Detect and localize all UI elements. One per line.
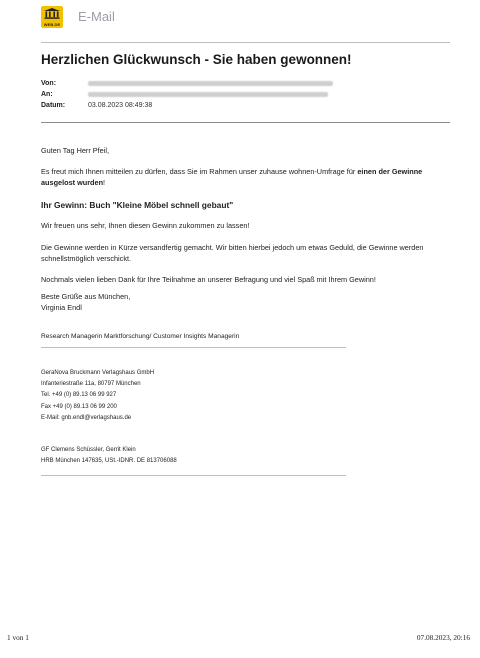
- signature-divider: [41, 347, 346, 348]
- web-de-logo: [41, 6, 63, 28]
- from-row: [41, 78, 333, 89]
- meta-divider: [41, 122, 450, 123]
- date-label: Datum:: [41, 102, 66, 109]
- company-fax: Fax +49 (0) 89.13 06 99 200: [41, 403, 117, 410]
- company-registration: [41, 445, 177, 467]
- signature-role: Research Managerin Marktforschung/ Customer Insights Managerin: [41, 332, 240, 340]
- company-address: [41, 368, 154, 424]
- from-label: Von:: [41, 80, 57, 87]
- header-divider: [41, 42, 450, 43]
- logo-label: WEB.DE: [43, 22, 61, 27]
- paragraph-joy: Wir freuen uns sehr, Ihnen diesen Gewinn zukommen zu lassen!: [41, 221, 250, 231]
- brand-title: E-Mail: [78, 9, 115, 24]
- company-managers: GF Clemens Schüssler, Gerrit Klein: [41, 447, 136, 453]
- company-email: E-Mail: gnb.endl@verlagshaus.de: [41, 414, 132, 421]
- print-timestamp: 07.08.2023, 20:16: [416, 633, 470, 642]
- page-count: 1 von 1: [7, 633, 29, 642]
- company-name: GeraNova Bruckmann Verlagshaus GmbH: [41, 370, 155, 376]
- greeting: Guten Tag Herr Pfeil,: [41, 146, 110, 156]
- footer-divider: [41, 475, 346, 476]
- company-tel: Tel. +49 (0) 89.13 06 99 927: [41, 392, 117, 399]
- email-meta: [41, 78, 333, 111]
- email-subject: Herzlichen Glückwunsch - Sie haben gewonnen!: [41, 52, 352, 67]
- company-street: Infanteriestraße 11a, 80797 München: [41, 381, 141, 388]
- signature-name: Virginia Endl: [41, 302, 82, 312]
- announcement-end: !: [103, 177, 106, 187]
- paragraph-thanks: Nochmals vielen lieben Dank für Ihre Teilnahme an unserer Befragung und viel Spaß mit Ihrem Gewinn!: [41, 275, 376, 285]
- date-row: [41, 100, 333, 111]
- announcement-text: Es freut mich Ihnen mitteilen zu dürfen, dass Sie im Rahmen unser zuhause wohnen-Umfrage für: [41, 167, 358, 177]
- building-icon: [44, 8, 60, 19]
- company-hrb: HRB München 147635, USt.-IDNR. DE 813706088: [41, 458, 177, 465]
- redacted-recipient: [88, 92, 328, 97]
- redacted-sender: [88, 81, 333, 86]
- paragraph-announcement: [41, 167, 451, 188]
- closing: Beste Grüße aus München,: [41, 292, 131, 301]
- paragraph-shipping: Die Gewinne werden in Kürze versandfertig gemacht. Wir bitten hierbei jedoch um etwas Geduld, die Gewinne werden schnellstmöglich verschickt.: [41, 243, 424, 263]
- to-label: An:: [41, 91, 53, 98]
- announcement-bold: einen der Gewinne ausgelost wurden: [41, 167, 423, 187]
- signature-block: [41, 292, 451, 313]
- prize-heading: Ihr Gewinn: Buch "Kleine Möbel schnell gebaut": [41, 200, 234, 211]
- date-value: 03.08.2023 08:49:38: [88, 102, 153, 109]
- to-row: [41, 89, 333, 100]
